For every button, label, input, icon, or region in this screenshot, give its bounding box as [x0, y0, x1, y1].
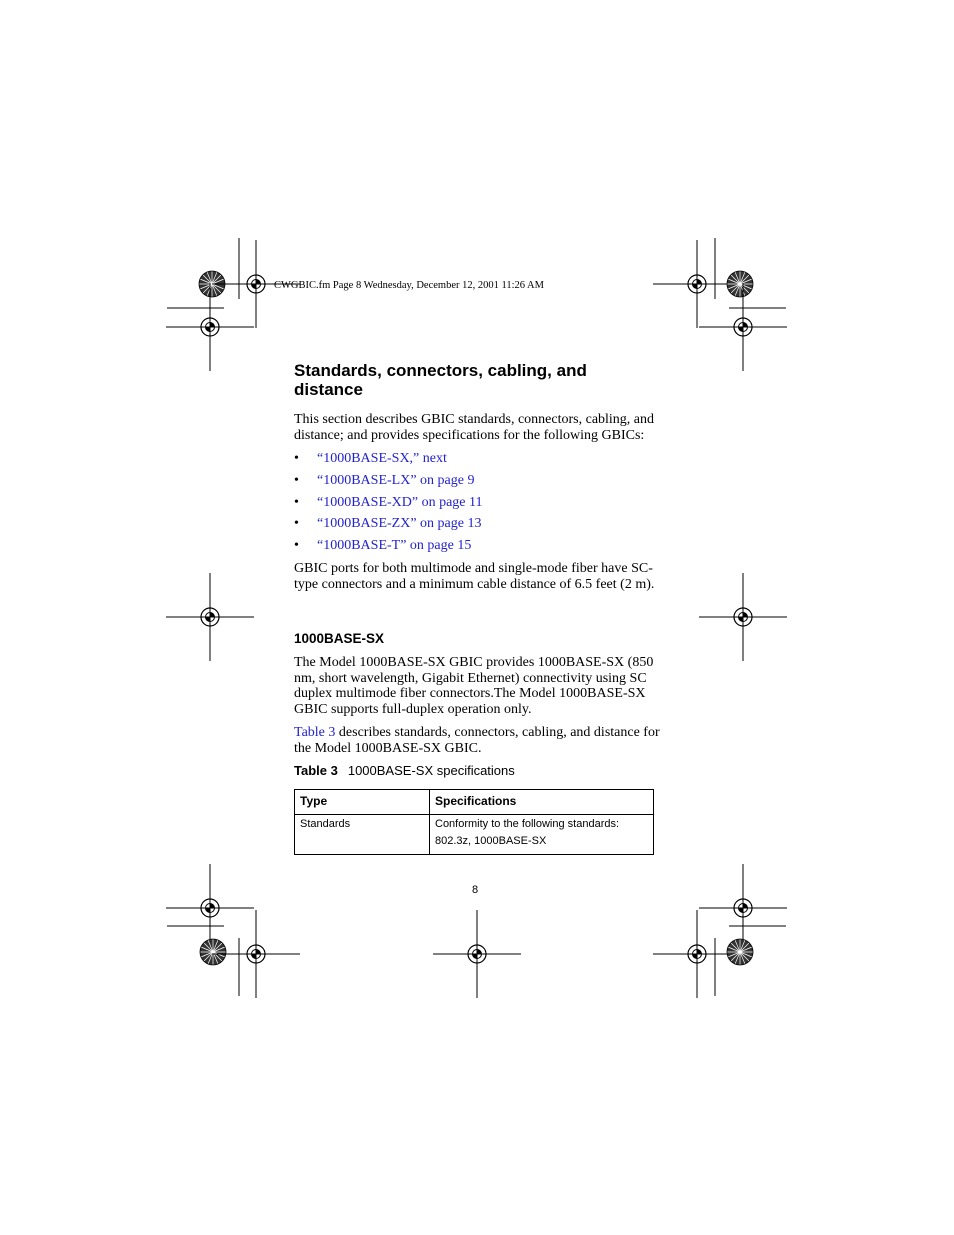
- intro-paragraph: This section describes GBIC standards, connectors, cabling, and distance; and provides specifications for the following GBICs:: [294, 412, 655, 443]
- list-item: [294, 516, 659, 538]
- table-caption-label: Table 3: [294, 763, 338, 778]
- link-1000base-xd[interactable]: “1000BASE-XD” on page 11: [317, 494, 483, 510]
- table-header-row: [295, 790, 654, 815]
- bullet: •: [294, 494, 299, 510]
- registration-cross-icon: [699, 573, 787, 661]
- bullet: •: [294, 472, 299, 488]
- registration-star-icon: [727, 271, 753, 297]
- gbic-link-list: [294, 451, 659, 560]
- table-caption-text: 1000BASE-SX specifications: [347, 763, 515, 778]
- registration-cross-icon: [166, 573, 254, 661]
- table-caption: [294, 763, 515, 778]
- link-1000base-t[interactable]: “1000BASE-T” on page 15: [317, 538, 472, 554]
- list-item: [294, 538, 659, 560]
- registration-cross-icon: [433, 910, 521, 998]
- bullet: •: [294, 538, 299, 554]
- link-1000base-lx[interactable]: “1000BASE-LX” on page 9: [317, 472, 475, 488]
- spec-line: Conformity to the following standards:: [435, 818, 620, 830]
- description-paragraph: The Model 1000BASE-SX GBIC provides 1000BASE-SX (850 nm, short wavelength, Gigabit Ethernet) connectivity using SC duplex multimode fiber connectors.The Model 1000BASE-SX GBIC supports full-duplex operation only.: [294, 655, 654, 717]
- bullet: •: [294, 451, 299, 466]
- link-1000base-zx[interactable]: “1000BASE-ZX” on page 13: [317, 516, 482, 532]
- registration-cross-icon: [212, 910, 300, 998]
- table-3-link[interactable]: Table 3: [294, 725, 336, 740]
- ports-paragraph: GBIC ports for both multimode and single-mode fiber have SC-type connectors and a minimum cable distance of 6.5 feet (2 m).: [294, 561, 655, 592]
- cell-specifications: [430, 815, 654, 855]
- column-header-specifications: Specifications: [430, 790, 654, 815]
- table-reference-paragraph: [294, 725, 662, 756]
- registration-cross-icon: [166, 864, 254, 952]
- page-number: 8: [472, 884, 479, 896]
- section-title: Standards, connectors, cabling, and distance: [294, 361, 587, 399]
- table-reference-text: describes standards, connectors, cabling, and distance for the Model 1000BASE-SX GBIC.: [294, 725, 660, 756]
- column-header-type: Type: [295, 790, 430, 815]
- running-head: CWGBIC.fm Page 8 Wednesday, December 12, 2001 11:26 AM: [274, 280, 544, 291]
- list-item: [294, 451, 659, 473]
- cell-type: Standards: [295, 815, 430, 855]
- link-1000base-sx[interactable]: “1000BASE-SX,” next: [317, 451, 447, 466]
- spec-line: 802.3z, 1000BASE-SX: [435, 835, 547, 847]
- registration-cross-icon: [699, 283, 787, 371]
- subsection-title: 1000BASE-SX: [294, 631, 385, 646]
- list-item: [294, 473, 659, 495]
- registration-cross-icon: [699, 864, 787, 952]
- registration-cross-icon: [166, 283, 254, 371]
- registration-star-icon: [727, 939, 753, 965]
- registration-star-icon: [200, 939, 226, 965]
- list-item: [294, 495, 659, 517]
- bullet: •: [294, 516, 299, 532]
- table-row: [295, 815, 654, 855]
- specifications-table: [294, 789, 654, 855]
